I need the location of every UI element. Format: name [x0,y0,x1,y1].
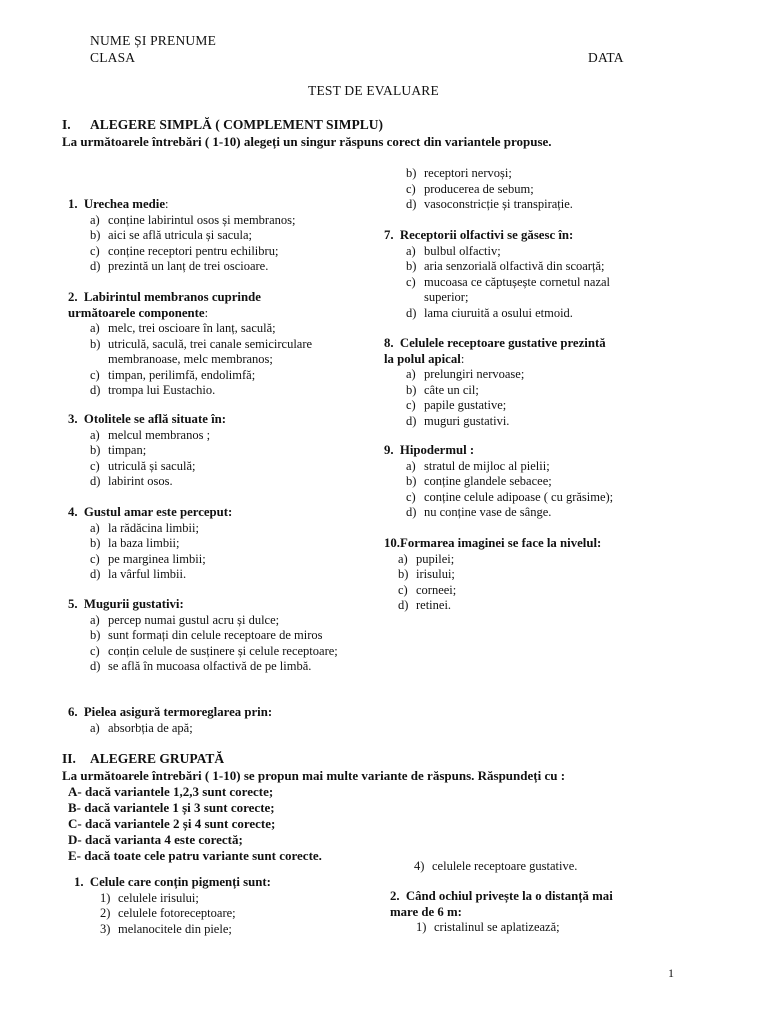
option: a) melc, trei oscioare în lanț, saculă; [90,321,276,335]
option: b) conține glandele sebacee; [406,474,552,488]
option: b) utriculă, saculă, trei canale semicirculare membranoase, melc membranos; [90,336,313,366]
question-number: 7. [384,228,394,242]
question-tail: : [165,197,169,211]
answer-key: E- dacă toate cele patru variante sunt corecte. [68,848,322,863]
section2-instruction: La următoarele întrebări ( 1-10) se propun mai multe variante de răspuns. Răspundeți cu : [62,768,566,783]
option: c) timpan, perilimfă, endolimfă; [90,367,256,382]
question-1 [68,197,368,275]
option: c) papile gustative; [406,398,507,412]
question-number: 1. [68,197,78,211]
question-2 [68,290,368,399]
option: c) corneei; [398,582,457,597]
question-text: Labirintul membranos cuprinde [83,290,261,304]
answer-key: B- dacă variantele 1 și 3 sunt corecte; [68,800,275,815]
option: d) la vârful limbii. [90,567,187,581]
question-text: Receptorii olfactivi se găsesc în: [399,228,574,242]
question-5 [68,597,368,675]
option: b) sunt formați din celule receptoare de miros [90,628,323,642]
question-number: 2. [68,290,78,304]
option: b) irisului; [398,567,455,581]
question-number: 2. [390,889,400,903]
option: b) la baza limbii; [90,536,180,550]
option: d) se află în mucoasa olfactivă de pe limbă. [90,659,312,673]
option: b) câte un cil; [406,382,479,397]
option: c) utriculă și saculă; [90,458,196,473]
question-number: 1. [74,875,84,889]
option: d) prezintă un lanț de trei oscioare. [90,259,269,273]
section2-number: II. [62,751,76,766]
answer-key: A- dacă variantele 1,2,3 sunt corecte; [68,784,274,799]
question-text: Celule care conțin pigmenți sunt: [89,875,271,889]
question-9 [384,443,664,521]
option: c) conțin celule de susținere și celule receptoare; [90,643,338,658]
option: d) lama ciuruită a osului etmoid. [406,305,573,320]
group-question-1 [74,875,374,937]
section1-heading: ALEGERE SIMPLĂ ( COMPLEMENT SIMPLU) [90,117,384,132]
option: b) aria senzorială olfactivă din scoarță; [406,259,605,273]
option: d) vasoconstricție și transpirație. [406,197,573,211]
option: a) bulbul olfactiv; [406,243,501,258]
option: 1) celulele irisului; [100,890,199,905]
group-question-1-continued [414,859,674,875]
option: 4) celulele receptoare gustative. [414,859,578,873]
question-tail: : [460,351,465,366]
option: c) producerea de sebum; [406,181,534,196]
option: c) conține receptori pentru echilibru; [90,243,279,258]
page-number: 1 [668,966,674,980]
option: a) la rădăcina limbii; [90,520,199,535]
option: b) receptori nervoși; [406,166,512,180]
question-8 [384,336,664,429]
question-number: 10. [384,536,400,550]
question-text: Gustul amar este perceput: [83,505,233,519]
page-title: TEST DE EVALUARE [308,83,439,98]
question-7 [384,228,664,321]
option: d) labirint osos. [90,474,173,488]
question-text: Otolitele se află situate în: [83,412,227,426]
question-text-line2: următoarele componente [68,305,205,320]
option: c) pe marginea limbii; [90,551,206,566]
question-10 [384,536,664,614]
date-label: DATA [588,50,624,65]
option: d) nu conține vase de sânge. [406,505,552,519]
question-text-line2: la polul apical [384,351,461,366]
option: c) conține celule adipoase ( cu grăsime); [406,489,614,504]
question-number: 6. [68,705,78,719]
option: a) absorbția de apă; [90,720,193,735]
answer-key-list [68,784,322,864]
option: a) percep numai gustul acru și dulce; [90,612,280,627]
option: a) conține labirintul osos și membranos; [90,212,296,227]
option: b) timpan; [90,443,147,457]
option: c) mucoasa ce căptușește cornetul nazal superior; [406,274,611,304]
question-6-continued [384,166,686,213]
question-3 [68,412,368,490]
option: b) aici se află utricula și sacula; [90,228,253,242]
name-label: NUME ȘI PRENUME [90,33,217,48]
option: 3) melanocitele din piele; [100,921,232,936]
option: 1) cristalinul se aplatizează; [416,920,560,934]
question-text: Când ochiul privește la o distanță mai [405,889,613,903]
option: a) melcul membranos ; [90,427,211,442]
class-label: CLASA [90,50,136,65]
section1-instruction: La următoarele întrebări ( 1-10) alegeți un singur răspuns corect din variantele propuse. [62,134,552,149]
question-number: 5. [68,597,78,611]
option: 2) celulele fotoreceptoare; [100,906,236,920]
question-text: Formarea imaginei se face la nivelul: [400,536,602,550]
group-question-2 [390,889,670,936]
question-text: Pielea asigură termoreglarea prin: [83,705,273,719]
option: a) prelungiri nervoase; [406,367,525,381]
option: d) retinei. [398,598,452,612]
question-tail: : [204,305,209,320]
option: d) trompa lui Eustachio. [90,383,216,397]
section2-heading: ALEGERE GRUPATĂ [90,751,225,766]
question-number: 8. [384,336,394,350]
question-text: Celulele receptoare gustative prezintă [399,336,606,350]
answer-key: C- dacă variantele 2 și 4 sunt corecte; [68,816,276,831]
question-number: 4. [68,505,78,519]
option: a) pupilei; [398,551,455,566]
question-text: Hipodermul : [399,443,475,457]
question-text: Urechea medie [83,197,165,211]
question-number: 3. [68,412,78,426]
question-text: Mugurii gustativi: [83,597,184,611]
question-6 [68,705,368,736]
answer-key: D- dacă varianta 4 este corectă; [68,832,243,847]
question-text-line2: mare de 6 m: [390,904,462,919]
question-number: 9. [384,443,394,457]
question-4 [68,505,368,583]
option: d) muguri gustativi. [406,413,510,428]
option: a) stratul de mijloc al pielii; [406,458,550,473]
section1-number: I. [62,117,71,132]
